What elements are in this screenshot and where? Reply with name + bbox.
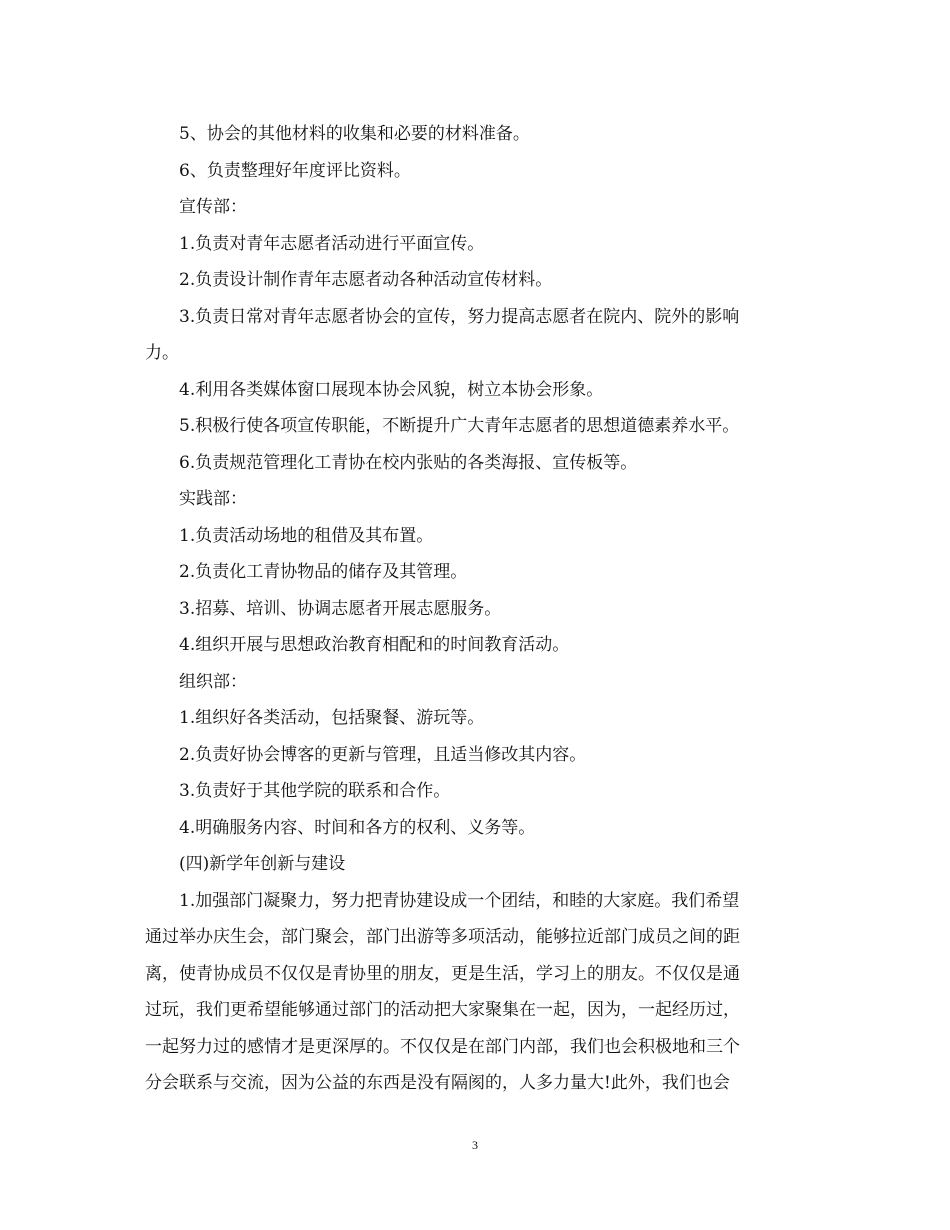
text-line: 5.积极行使各项宣传职能，不断提升广大青年志愿者的思想道德素养水平。 <box>179 416 740 436</box>
text-line: 1.组织好各类活动，包括聚餐、游玩等。 <box>179 708 485 728</box>
section-heading: (四)新学年创新与建设 <box>179 854 346 874</box>
section-heading: 组织部： <box>179 671 247 692</box>
text-line: 1.加强部门凝聚力，努力把青协建设成一个团结，和睦的大家庭。我们希望 <box>179 890 740 911</box>
text-line: 一起努力过的感情才是更深厚的。不仅仅是在部门内部，我们也会积极地和三个 <box>145 1036 740 1057</box>
text-line: 4.明确服务内容、时间和各方的权利、义务等。 <box>179 817 536 838</box>
text-line: 力。 <box>145 343 179 363</box>
text-line: 2.负责化工青协物品的储存及其管理。 <box>179 562 468 582</box>
section-heading: 实践部： <box>179 489 247 509</box>
document-body <box>145 116 805 1102</box>
text-line: 3.招募、培训、协调志愿者开展志愿服务。 <box>179 598 502 619</box>
text-line: 5、协会的其他材料的收集和必要的材料准备。 <box>179 124 530 144</box>
text-line: 6.负责规范管理化工青协在校内张贴的各类海报、宣传板等。 <box>179 452 638 473</box>
text-line: 分会联系与交流，因为公益的东西是没有隔阂的，人多力量大!此外，我们也会 <box>145 1073 730 1093</box>
text-line: 过玩，我们更希望能够通过部门的活动把大家聚集在一起，因为，一起经历过， <box>145 1000 740 1020</box>
text-line: 4.利用各类媒体窗口展现本协会风貌，树立本协会形象。 <box>179 379 604 400</box>
text-line: 离，使青协成员不仅仅是青协里的朋友，更是生活，学习上的朋友。不仅仅是通 <box>145 963 740 984</box>
text-line: 4.组织开展与思想政治教育相配和的时间教育活动。 <box>179 635 570 655</box>
page-number: 3 <box>472 1138 478 1152</box>
text-line: 6、负责整理好年度评比资料。 <box>179 160 411 181</box>
text-line: 通过举办庆生会，部门聚会，部门出游等多项活动，能够拉近部门成员之间的距 <box>145 927 740 947</box>
text-line: 2.负责设计制作青年志愿者动各种活动宣传材料。 <box>179 270 553 290</box>
text-line: 2.负责好协会博客的更新与管理，且适当修改其内容。 <box>179 744 587 765</box>
text-line: 3.负责日常对青年志愿者协会的宣传，努力提高志愿者在院内、院外的影响 <box>179 306 740 327</box>
section-heading: 宣传部： <box>179 197 247 217</box>
text-line: 1.负责对青年志愿者活动进行平面宣传。 <box>179 233 485 254</box>
text-line: 1.负责活动场地的租借及其布置。 <box>179 525 434 546</box>
text-line: 3.负责好于其他学院的联系和合作。 <box>179 781 451 801</box>
